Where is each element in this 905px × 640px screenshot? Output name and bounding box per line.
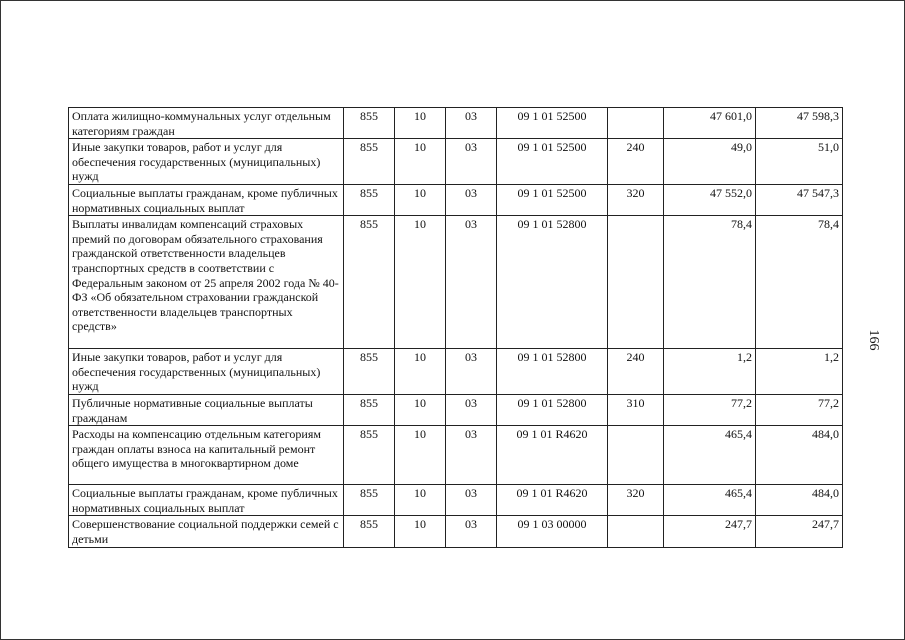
ministry-code: 855	[344, 184, 395, 215]
table-row	[69, 516, 843, 547]
section-code: 10	[395, 516, 446, 547]
target-article-code: 09 1 01 52500	[497, 184, 608, 215]
expense-type-code	[608, 108, 664, 139]
amount-year-2: 77,2	[756, 394, 843, 425]
amount-year-1: 78,4	[664, 216, 756, 349]
section-code: 10	[395, 216, 446, 349]
ministry-code: 855	[344, 516, 395, 547]
row-name: Расходы на компенсацию отдельным категориям граждан оплаты взноса на капитальный ремонт общего имущества в многоквартирном доме	[69, 426, 344, 485]
target-article-code: 09 1 01 52800	[497, 394, 608, 425]
amount-year-2: 47 598,3	[756, 108, 843, 139]
section-code: 10	[395, 485, 446, 516]
amount-year-2: 78,4	[756, 216, 843, 349]
row-name: Оплата жилищно-коммунальных услуг отдельным категориям граждан	[69, 108, 344, 139]
ministry-code: 855	[344, 394, 395, 425]
row-name: Выплаты инвалидам компенсаций страховых премий по договорам обязательного страхования гражданской ответственности владельцев транспортных средств в соответствии с Федеральным законом от 25 апреля 2002 года № 40-ФЗ «Об обязательном страховании гражданской ответственности владельцев транспортных средств»	[69, 216, 344, 349]
table-row	[69, 394, 843, 425]
target-article-code: 09 1 01 52500	[497, 139, 608, 185]
expense-type-code	[608, 426, 664, 485]
amount-year-2: 247,7	[756, 516, 843, 547]
amount-year-2: 47 547,3	[756, 184, 843, 215]
amount-year-1: 49,0	[664, 139, 756, 185]
subsection-code: 03	[446, 108, 497, 139]
expense-type-code	[608, 516, 664, 547]
subsection-code: 03	[446, 349, 497, 395]
row-name: Иные закупки товаров, работ и услуг для обеспечения государственных (муниципальных) нужд	[69, 349, 344, 395]
expense-type-code: 320	[608, 184, 664, 215]
table-row	[69, 108, 843, 139]
expense-type-code: 320	[608, 485, 664, 516]
expense-type-code: 240	[608, 349, 664, 395]
amount-year-1: 77,2	[664, 394, 756, 425]
table-row	[69, 426, 843, 485]
amount-year-1: 247,7	[664, 516, 756, 547]
amount-year-2: 51,0	[756, 139, 843, 185]
table-row	[69, 216, 843, 349]
expense-type-code	[608, 216, 664, 349]
amount-year-1: 47 601,0	[664, 108, 756, 139]
page-number: 166	[866, 329, 881, 351]
table-row	[69, 349, 843, 395]
row-name: Публичные нормативные социальные выплаты гражданам	[69, 394, 344, 425]
amount-year-1: 465,4	[664, 426, 756, 485]
amount-year-1: 465,4	[664, 485, 756, 516]
ministry-code: 855	[344, 349, 395, 395]
row-name: Социальные выплаты гражданам, кроме публичных нормативных социальных выплат	[69, 184, 344, 215]
target-article-code: 09 1 01 52800	[497, 349, 608, 395]
target-article-code: 09 1 03 00000	[497, 516, 608, 547]
amount-year-2: 484,0	[756, 426, 843, 485]
ministry-code: 855	[344, 426, 395, 485]
table-row	[69, 184, 843, 215]
budget-table	[68, 107, 843, 548]
expense-type-code: 240	[608, 139, 664, 185]
section-code: 10	[395, 184, 446, 215]
row-name: Иные закупки товаров, работ и услуг для обеспечения государственных (муниципальных) нужд	[69, 139, 344, 185]
subsection-code: 03	[446, 485, 497, 516]
subsection-code: 03	[446, 426, 497, 485]
subsection-code: 03	[446, 216, 497, 349]
ministry-code: 855	[344, 485, 395, 516]
section-code: 10	[395, 139, 446, 185]
section-code: 10	[395, 426, 446, 485]
table-row	[69, 485, 843, 516]
expense-type-code: 310	[608, 394, 664, 425]
amount-year-2: 1,2	[756, 349, 843, 395]
ministry-code: 855	[344, 216, 395, 349]
subsection-code: 03	[446, 394, 497, 425]
target-article-code: 09 1 01 52800	[497, 216, 608, 349]
amount-year-1: 1,2	[664, 349, 756, 395]
subsection-code: 03	[446, 139, 497, 185]
subsection-code: 03	[446, 184, 497, 215]
row-name: Совершенствование социальной поддержки семей с детьми	[69, 516, 344, 547]
section-code: 10	[395, 349, 446, 395]
ministry-code: 855	[344, 139, 395, 185]
row-name: Социальные выплаты гражданам, кроме публичных нормативных социальных выплат	[69, 485, 344, 516]
table-row	[69, 139, 843, 185]
amount-year-1: 47 552,0	[664, 184, 756, 215]
subsection-code: 03	[446, 516, 497, 547]
section-code: 10	[395, 108, 446, 139]
target-article-code: 09 1 01 52500	[497, 108, 608, 139]
target-article-code: 09 1 01 R4620	[497, 485, 608, 516]
section-code: 10	[395, 394, 446, 425]
ministry-code: 855	[344, 108, 395, 139]
amount-year-2: 484,0	[756, 485, 843, 516]
target-article-code: 09 1 01 R4620	[497, 426, 608, 485]
